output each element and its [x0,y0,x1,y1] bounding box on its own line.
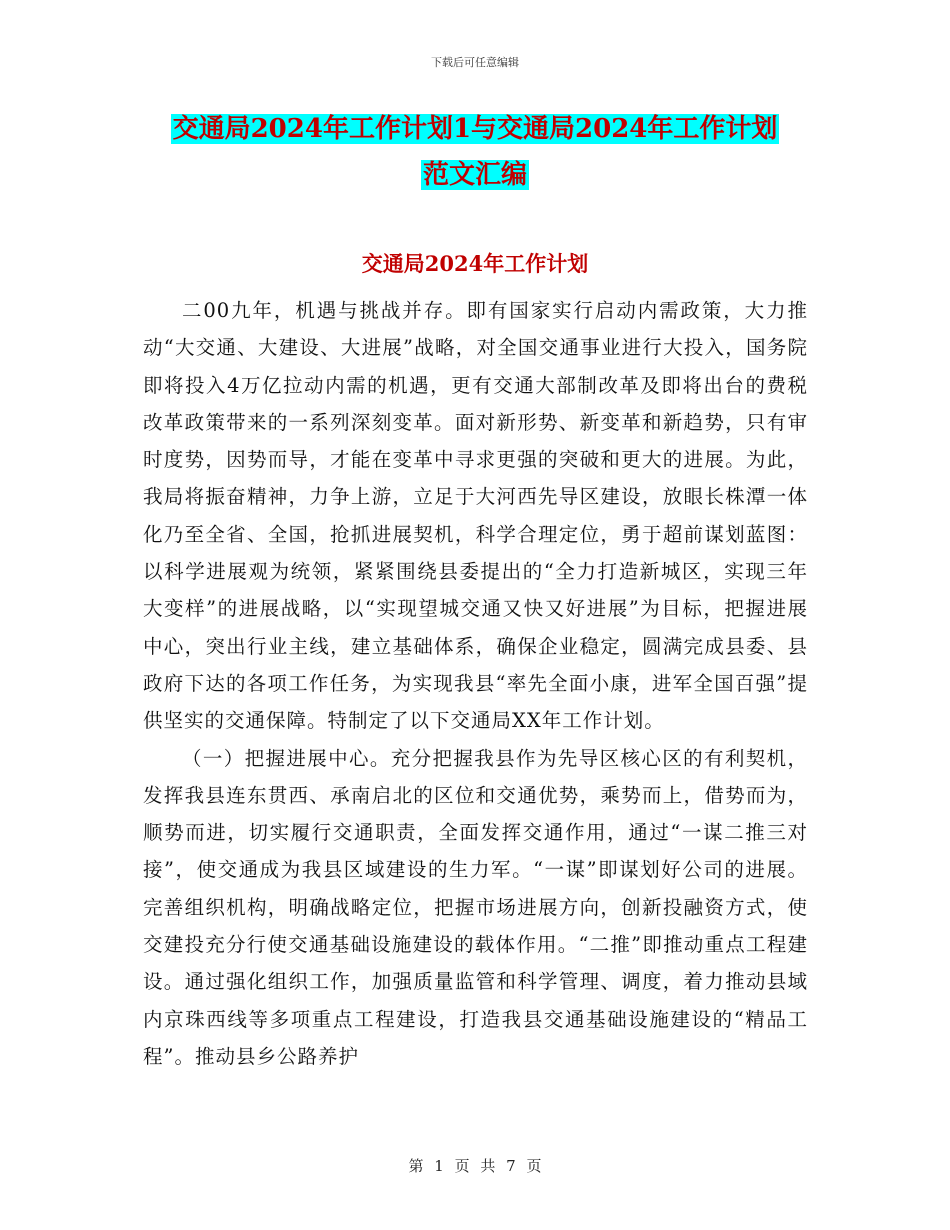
page-footer: 第 1 页 共 7 页 [408,1157,542,1175]
document-title [140,106,810,198]
paragraph-section-1: （一）把握进展中心。充分把握我县作为先导区核心区的有利契机，发挥我县连东贯西、承南启北的区位和交通优势，乘势而上，借势而为，顺势而进，切实履行交通职责，全面发挥交通作用，通过“一谋二推三对接”，使交通成为我县区域建设的生力军。“一谋”即谋划好公司的进展。完善组织机构，明确战略定位，把握市场进展方向，创新投融资方式，使交建投充分行使交通基础设施建设的载体作用。“二推”即推动重点工程建设。通过强化组织工作，加强质量监管和科学管理、调度，着力推动县域内京珠西线等多项重点工程建设，打造我县交通基础设施建设的“精品工程”。推动县乡公路养护 [143,746,808,1068]
paragraph-intro: 二00九年，机遇与挑战并存。即有国家实行启动内需政策，大力推动“大交通、大建设、大进展”战略，对全国交通事业进行大投入，国务院即将投入4万亿拉动内需的机遇，更有交通大部制改革及即将出台的费税改革政策带来的一系列深刻变革。面对新形势、新变革和新趋势，只有审时度势，因势而导，才能在变革中寻求更强的突破和更大的进展。为此，我局将振奋精神，力争上游，立足于大河西先导区建设，放眼长株潭一体化乃至全省、全国，抢抓进展契机，科学合理定位，勇于超前谋划蓝图：以科学进展观为统领，紧紧围绕县委提出的“全力打造新城区，实现三年大变样”的进展战略，以“实现望城交通又快又好进展”为目标，把握进展中心，突出行业主线，建立基础体系，确保企业稳定，圆满完成县委、县政府下达的各项工作任务，为实现我县“率先全面小康，进军全国百强”提供坚实的交通保障。特制定了以下交通局XX年工作计划。 [143,299,808,733]
document-title-line2: 范文汇编 [422,160,527,190]
document-title-line1: 交通局2024年工作计划1与交通局2024年工作计划 [172,114,778,144]
header-note: 下载后可任意编辑 [431,56,519,69]
body-text [143,292,808,1075]
section-title: 交通局2024年工作计划 [361,251,589,276]
